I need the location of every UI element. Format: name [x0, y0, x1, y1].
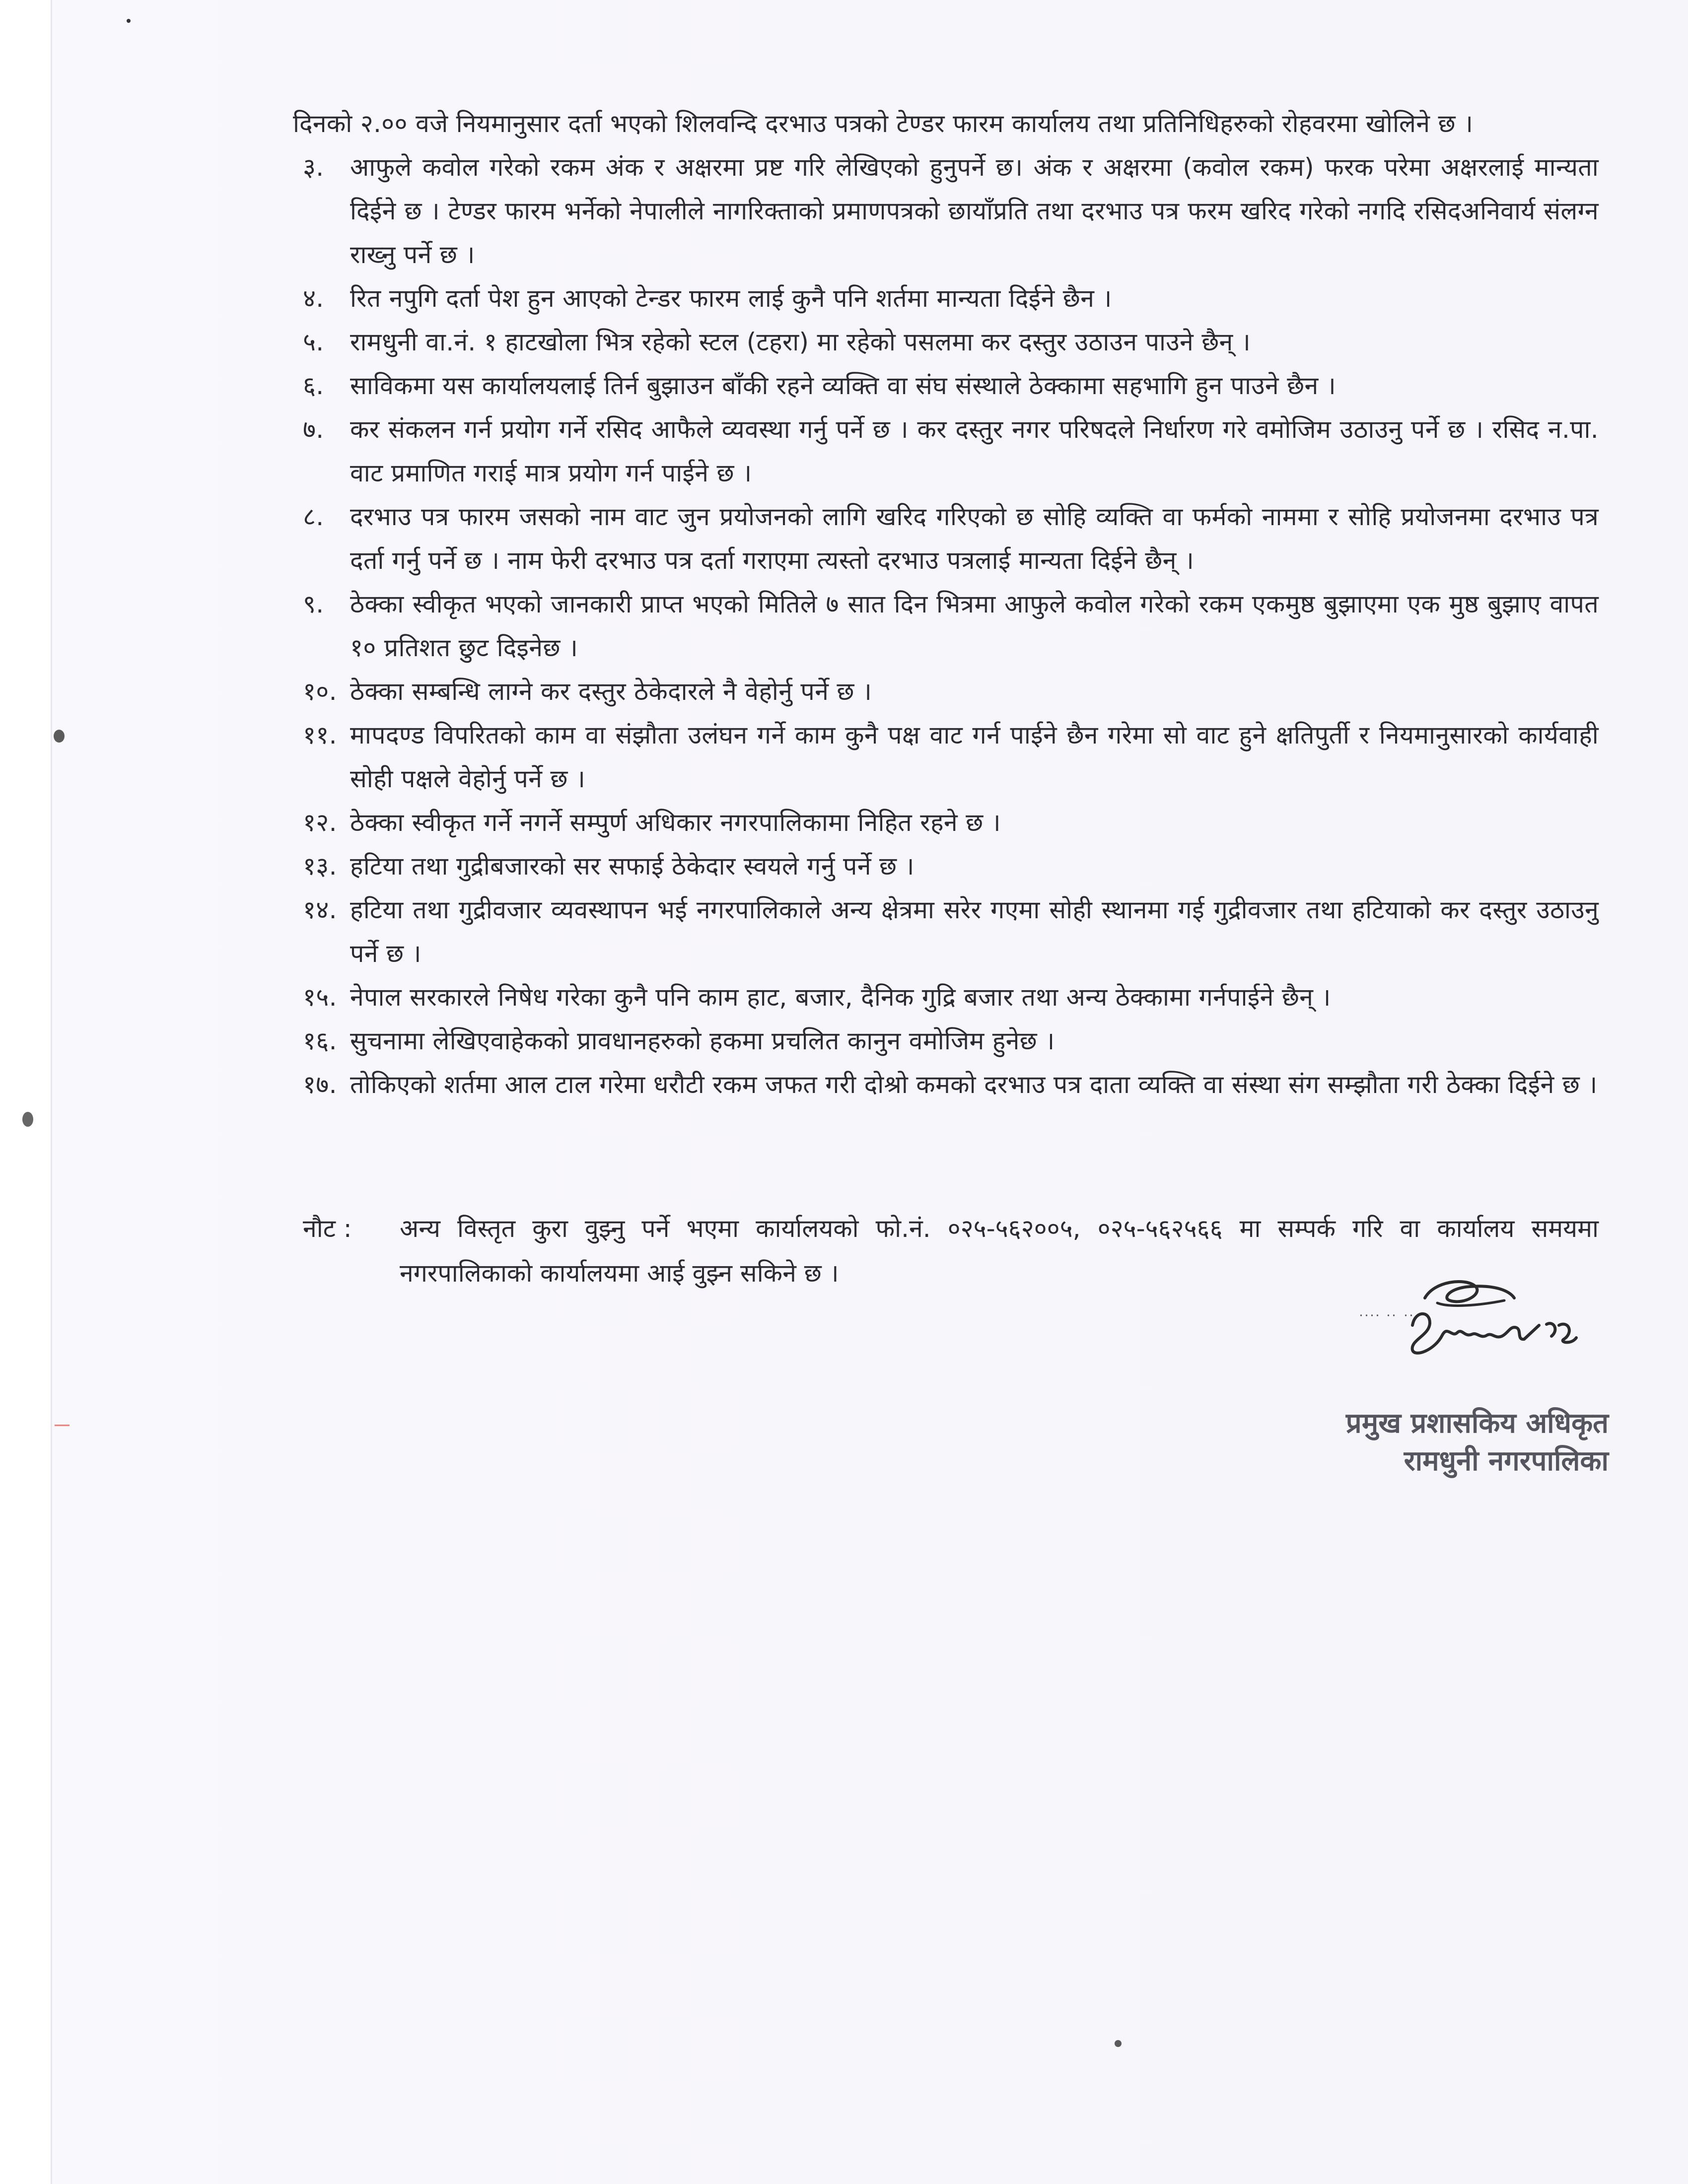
item-text: आफुले कवोल गरेको रकम अंक र अक्षरमा प्रष्ट गरि लेखिएको हुनुपर्ने छ। अंक र अक्षरमा (कवोल रकम) फरक परेमा अक्षरलाई मान्यता दिईने छ । टेण्डर फारम भर्नेको नेपालीले नागरिक्ताको प्रमाणपत्रको छायाँप्रति तथा दरभाउ पत्र फरम खरिद गरेको नगदि रसिदअनिवार्य संलग्न राख्नु पर्ने छ ।: [350, 153, 1599, 269]
item-number: ८.: [303, 502, 324, 531]
list-item: [303, 408, 1599, 495]
item-text: मापदण्ड विपरितको काम वा संझौता उलंघन गर्ने काम कुनै पक्ष वाट गर्न पाईने छैन गरेमा सो वाट हुने क्षतिपुर्ती र नियमानुसारको कार्यवाही सोही पक्षले वेहोर्नु पर्ने छ ।: [350, 721, 1599, 793]
list-item: [303, 276, 1599, 320]
item-text: हटिया तथा गुद्रीबजारको सर सफाई ठेकेदार स्वयले गर्नु पर्ने छ ।: [350, 852, 914, 881]
scan-speck: [55, 1425, 70, 1426]
item-text: दरभाउ पत्र फारम जसको नाम वाट जुन प्रयोजनको लागि खरिद गरिएको छ सोहि व्यक्ति वा फर्मको नाममा र सोहि प्रयोजनमा दरभाउ पत्र दर्ता गर्नु पर्ने छ । नाम फेरी दरभाउ पत्र दर्ता गराएमा त्यस्तो दरभाउ पत्रलाई मान्यता दिईने छैन् ।: [350, 502, 1599, 575]
item-text: रामधुनी वा.नं. १ हाटखोला भित्र रहेको स्टल (टहरा) मा रहेको पसलमा कर दस्तुर उठाउन पाउने छैन् ।: [350, 328, 1251, 356]
handwritten-signature: [1350, 1251, 1609, 1370]
list-item: [303, 582, 1599, 670]
stamp-line-title: प्रमुख प्रशासकिय अधिकृत: [1345, 1407, 1609, 1439]
item-text: रित नपुगि दर्ता पेश हुन आएको टेन्डर फारम लाई कुनै पनि शर्तमा मान्यता दिईने छैन ।: [350, 284, 1112, 313]
list-item: [303, 495, 1599, 582]
list-item: [303, 844, 1599, 888]
item-number: १३.: [303, 852, 337, 881]
scan-speck: [22, 1112, 33, 1127]
item-number: ९.: [303, 590, 324, 618]
list-item: [303, 888, 1599, 975]
item-text: ठेक्का स्वीकृत गर्ने नगर्ने सम्पुर्ण अधिकार नगरपालिकामा निहित रहने छ ।: [350, 808, 1001, 837]
list-item: [303, 801, 1599, 844]
list-item: [303, 364, 1599, 408]
scan-speck: [127, 19, 131, 23]
item-number: १५.: [303, 983, 337, 1012]
footnote-text: अन्य विस्तृत कुरा वुझ्नु पर्ने भएमा कार्यालयको फो.नं. ०२५-५६२००५, ०२५-५६२५६६ मा सम्पर्क गरि वा कार्यालय समयमा नगरपालिकाको कार्यालयमा आई वुझ्न सकिने छ ।: [400, 1214, 1599, 1288]
conditions-list: [303, 145, 1599, 1106]
scan-edge: [0, 0, 52, 2184]
office-stamp: [1311, 1405, 1609, 1480]
item-text: सुचनामा लेखिएवाहेकको प्रावधानहरुको हकमा प्रचलित कानुन वमोजिम हुनेछ ।: [350, 1026, 1055, 1055]
item-number: ७.: [303, 415, 324, 444]
item-text: ठेक्का स्वीकृत भएको जानकारी प्राप्त भएको मितिले ७ सात दिन भित्रमा आफुले कवोल गरेको रकम एकमुष्ठ बुझाएमा एक मुष्ठ बुझाए वापत १० प्रतिशत छुट दिइनेछ ।: [350, 590, 1599, 662]
item-number: ६.: [303, 371, 324, 400]
item-text: ठेक्का सम्बन्धि लाग्ने कर दस्तुर ठेकेदारले नै वेहोर्नु पर्ने छ ।: [350, 677, 872, 706]
item-number: ११.: [303, 721, 337, 750]
item-text: नेपाल सरकारले निषेध गरेका कुनै पनि काम हाट, बजार, दैनिक गुद्रि बजार तथा अन्य ठेक्कामा गर्नपाईने छैन् ।: [350, 983, 1331, 1012]
list-item: [303, 1019, 1599, 1063]
item-text: कर संकलन गर्न प्रयोग गर्ने रसिद आफैले व्यवस्था गर्नु पर्ने छ । कर दस्तुर नगर परिषदले निर्धारण गरे वमोजिम उठाउनु पर्ने छ । रसिद न.पा. वाट प्रमाणित गराई मात्र प्रयोग गर्न पाईने छ ।: [350, 415, 1599, 487]
footnote-label: नौट :: [303, 1214, 352, 1243]
list-item: [303, 670, 1599, 713]
item-text: साविकमा यस कार्यालयलाई तिर्न बुझाउन बाँकी रहने व्यक्ति वा संघ संस्थाले ठेक्कामा सहभागि हुन पाउने छैन ।: [350, 371, 1336, 400]
item-text: हटिया तथा गुद्रीवजार व्यवस्थापन भई नगरपालिकाले अन्य क्षेत्रमा सरेर गएमा सोही स्थानमा गई गुद्रीवजार तथा हटियाको कर दस्तुर उठाउनु पर्ने छ ।: [350, 895, 1599, 968]
notice-body: [293, 102, 1599, 1106]
list-item: [303, 320, 1599, 364]
item-number: ५.: [303, 328, 324, 356]
item-number: १७.: [303, 1070, 337, 1099]
item-number: ४.: [303, 284, 324, 313]
list-item: [303, 713, 1599, 801]
scan-speck: [54, 730, 65, 743]
intro-continuation: दिनको २.०० वजे नियमानुसार दर्ता भएको शिलवन्दि दरभाउ पत्रको टेण्डर फारम कार्यालय तथा प्रतिनिधिहरुको रोहवरमा खोलिने छ ।: [293, 109, 1474, 138]
item-number: १६.: [303, 1026, 337, 1055]
list-item: [303, 145, 1599, 276]
item-text: तोकिएको शर्तमा आल टाल गरेमा धरौटी रकम जफत गरी दोश्रो कमको दरभाउ पत्र दाता व्यक्ति वा संस्था संग सम्झौता गरी ठेक्का दिईने छ ।: [350, 1070, 1598, 1099]
scan-speck: [1115, 2040, 1122, 2047]
item-number: १४.: [303, 895, 337, 924]
list-item: [303, 1063, 1599, 1106]
stamp-line-office: रामधुनी नगरपालिका: [1404, 1445, 1609, 1477]
list-item: [303, 975, 1599, 1019]
item-number: १२.: [303, 808, 337, 837]
item-number: ३.: [303, 153, 324, 182]
item-number: १०.: [303, 677, 337, 706]
